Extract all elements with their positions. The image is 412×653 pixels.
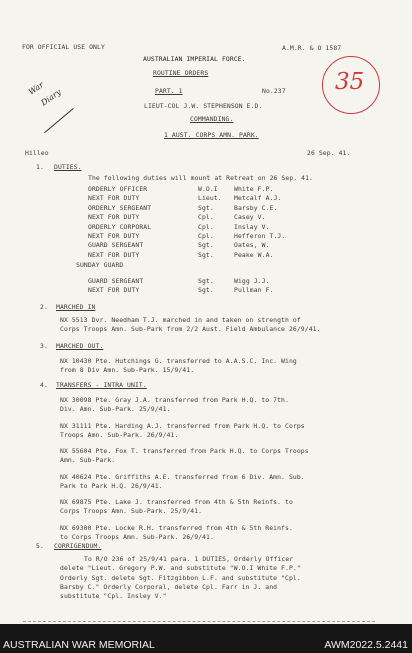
- transfer-line: Troops Amn. Sub-Park. 26/9/41.: [60, 430, 179, 439]
- duty-name: Peake W.A.: [234, 250, 274, 259]
- order-number: No.237: [262, 87, 286, 95]
- duty-role: ORDERLY CORPORAL: [88, 222, 152, 231]
- duty-rank: Cpl.: [198, 213, 214, 222]
- duty-rank: Sgt.: [198, 203, 214, 212]
- section-4-title: TRANSFERS - INTRA UNIT.: [56, 381, 147, 389]
- order-date: 26 Sep. 41.: [307, 149, 351, 157]
- transfer-line: NX 40624 Pte. Griffiths A.E. transferred from 6 Div. Amn. Sub.: [60, 472, 305, 481]
- transfer-line: to Corps Troops Amn. Sub-Park. 26/9/41.: [60, 532, 214, 541]
- section-3-number: 3.: [40, 342, 48, 350]
- duty-role: NEXT FOR DUTY: [88, 232, 140, 240]
- section-1-title: DUTIES.: [54, 163, 82, 171]
- section-3-line: from 8 Div Amn. Sub-Park. 15/9/41.: [60, 366, 195, 374]
- place: Hilleo: [25, 149, 49, 157]
- section-2-line: NX 5513 Dvr. Needham T.J. marched in and taken on strength of: [60, 316, 301, 324]
- footer-source: AUSTRALIAN WAR MEMORIAL: [3, 639, 155, 651]
- duty-role: ORDERLY OFFICER: [88, 185, 148, 193]
- duty-name: Hefferon T.J.: [234, 232, 286, 240]
- section-4-number: 4.: [40, 381, 48, 389]
- for-official-use: FOR OFFICIAL USE ONLY: [22, 43, 105, 51]
- duty-rank: Sgt.: [198, 286, 214, 295]
- transfer-line: Div. Amn. Sub-Park. 25/9/41.: [60, 405, 171, 413]
- handwritten-war: War: [26, 80, 46, 97]
- orders-title: ROUTINE ORDERS: [153, 69, 209, 77]
- reference-number: A.M.R. & O 1587: [282, 44, 342, 52]
- duty-name: Inslay V.: [234, 222, 270, 231]
- corrigendum-line: Barsby C." Orderly Corporal, delete Cpl. Farr in J. and: [60, 582, 278, 591]
- duty-name: Barsby C.E.: [234, 203, 278, 212]
- duty-rank: Sgt.: [198, 277, 214, 285]
- sunday-guard-title: SUNDAY GUARD: [76, 261, 124, 269]
- handwritten-stroke: [44, 108, 74, 133]
- section-3-title: MARCHED OUT.: [56, 342, 104, 350]
- commanding-officer: LIEUT-COL J.W. STEPHENSON E.D.: [144, 102, 263, 110]
- section-3-line: NX 10430 Pte. Hutchings G. transferred to A.A.S.C. Inc. Wing: [60, 357, 297, 365]
- footer-bar: [0, 624, 412, 653]
- transfer-line: NX 69875 Pte. Lake J. transferred from 4th & 5th Reinfs. to: [60, 498, 293, 506]
- handwritten-diary: Diary: [39, 87, 63, 108]
- section-1-intro: The following duties will mount at Retreat on 26 Sep. 41.: [88, 174, 314, 182]
- corrigendum-line: To R/O 236 of 25/9/41 para. 1 DUTIES, Orderly Officer: [84, 555, 294, 563]
- duty-role: NEXT FOR DUTY: [88, 250, 140, 259]
- page-bottom-rule: [23, 621, 375, 622]
- duty-role: NEXT FOR DUTY: [88, 286, 140, 295]
- section-5-title: CORRIGENDUM.: [54, 542, 102, 550]
- duty-rank: Sgt.: [198, 241, 214, 250]
- duty-role: GUARD SERGEANT: [88, 277, 144, 285]
- transfer-line: NX 55604 Pte. Fox T. transferred from Park H.Q. to Corps Troops: [60, 447, 309, 455]
- duty-name: Casey V.: [234, 213, 266, 222]
- duty-name: Wigg J.J.: [234, 277, 270, 285]
- duty-name: Oates, W.: [234, 241, 270, 250]
- transfer-line: Amn. Sub-Park.: [60, 456, 116, 464]
- corrigendum-line: delete "Lieut. Gregory P.W. and substitute "W.O.I White F.P.": [60, 564, 301, 573]
- duty-name: Pullman F.: [234, 286, 274, 295]
- transfer-line: NX 30098 Pte. Gray J.A. transferred from Park H.Q. to 7th.: [60, 396, 289, 404]
- org-title: AUSTRALIAN IMPERIAL FORCE.: [143, 55, 246, 63]
- section-5-number: 5.: [36, 542, 44, 550]
- duty-name: Metcalf A.J.: [234, 194, 282, 203]
- duty-rank: Sgt.: [198, 250, 214, 259]
- section-2-number: 2.: [40, 303, 48, 311]
- corrigendum-line: Orderly Sgt. delete Sgt. Fitzgibbon L.F. and substitute "Cpl.: [60, 573, 301, 582]
- duty-rank: Lieut.: [198, 194, 222, 203]
- corrigendum-line: substitute "Cpl. Insley V.": [60, 592, 167, 601]
- duty-name: White F.P.: [234, 185, 274, 193]
- section-2-line: Corps Troops Amn. Sub-Park from 2/2 Aust. Field Ambulance 26/9/41.: [60, 325, 321, 333]
- section-2-title: MARCHED IN: [56, 303, 96, 311]
- transfer-line: Corps Troops Amn. Sub-Park. 25/9/41.: [60, 507, 203, 515]
- duty-role: NEXT FOR DUTY: [88, 213, 140, 222]
- footer-accession: AWM2022.5.2441: [324, 639, 408, 651]
- duty-role: ORDERLY SERGEANT: [88, 203, 152, 212]
- duty-rank: Cpl.: [198, 222, 214, 231]
- transfer-line: NX 69300 Pte. Locke R.H. transferred from 4th & 5th Reinfs.: [60, 523, 293, 532]
- commanding-label: COMMANDING.: [190, 115, 234, 123]
- unit-name: 1 AUST. CORPS AMN. PARK.: [164, 131, 259, 139]
- duty-rank: Cpl.: [198, 232, 214, 240]
- duty-role: NEXT FOR DUTY: [88, 194, 140, 203]
- section-1-number: 1.: [36, 163, 44, 171]
- transfer-line: NX 31111 Pte. Harding A.J. transferred from Park H.Q. to Corps: [60, 421, 305, 430]
- page-number-stamp: 35: [322, 56, 380, 114]
- duty-rank: W.O.I: [198, 185, 218, 193]
- transfer-line: Park to Park H.Q. 26/9/41.: [60, 481, 163, 490]
- duty-role: GUARD SERGEANT: [88, 241, 144, 250]
- part-label: PART. 1: [155, 87, 183, 95]
